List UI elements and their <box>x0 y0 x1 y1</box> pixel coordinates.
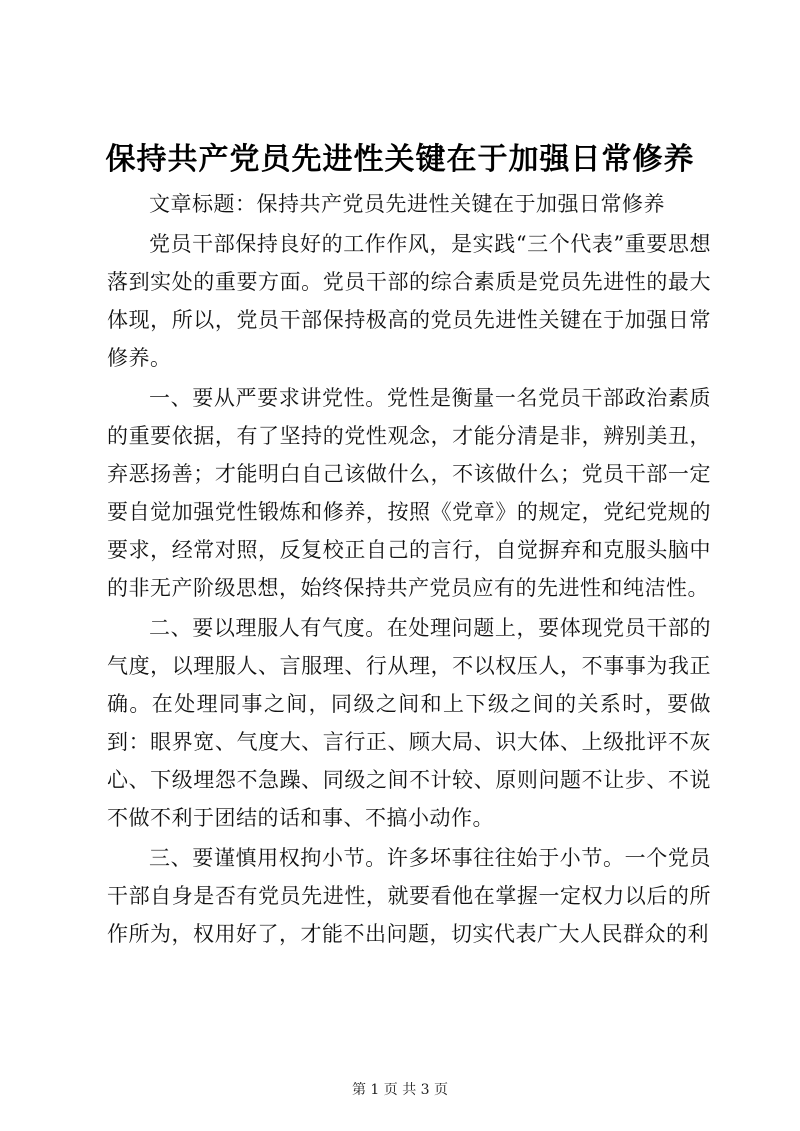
page-footer: 第 1 页 共 3 页 <box>351 1082 449 1098</box>
section-two-paragraph: 二、要以理服人有气度。在处理问题上，要体现党员干部的气度，以理服人、言服理、行从理，不以权压人，不事事为我正确。在处理同事之间，同级之间和上下级之间的关系时，要做到：眼界宽、气度大、言行正、顾大局、识大体、上级批评不灰心、下级埋怨不急躁、同级之间不计较、原则问题不让步、不说不做不利于团结的话和事、不搞小动作。 <box>107 616 711 830</box>
intro-paragraph: 党员干部保持良好的工作作风，是实践“三个代表”重要思想落到实处的重要方面。党员干部的综合素质是党员先进性的最大体现，所以，党员干部保持极高的党员先进性关键在于加强日常修养。 <box>107 232 711 370</box>
page-title: 保持共产党员先进性关键在于加强日常修养 <box>105 142 695 177</box>
document-body <box>107 185 711 953</box>
section-three-paragraph: 三、要谨慎用权拘小节。许多坏事往往始于小节。一个党员干部自身是否有党员先进性，就要看他在掌握一定权力以后的所作所为，权用好了，才能不出问题，切实代表广大人民群众的利 <box>107 846 711 946</box>
section-one-paragraph: 一、要从严要求讲党性。党性是衡量一名党员干部政治素质的重要依据，有了坚持的党性观念，才能分清是非，辨别美丑，弃恶扬善；才能明白自己该做什么，不该做什么；党员干部一定要自觉加强党性锻炼和修养，按照《党章》的规定，党纪党规的要求，经常对照，反复校正自己的言行，自觉摒弃和克服头脑中的非无产阶级思想，始终保持共产党员应有的先进性和纯洁性。 <box>107 386 711 600</box>
article-title-line: 文章标题：保持共产党员先进性关键在于加强日常修养 <box>149 192 665 216</box>
